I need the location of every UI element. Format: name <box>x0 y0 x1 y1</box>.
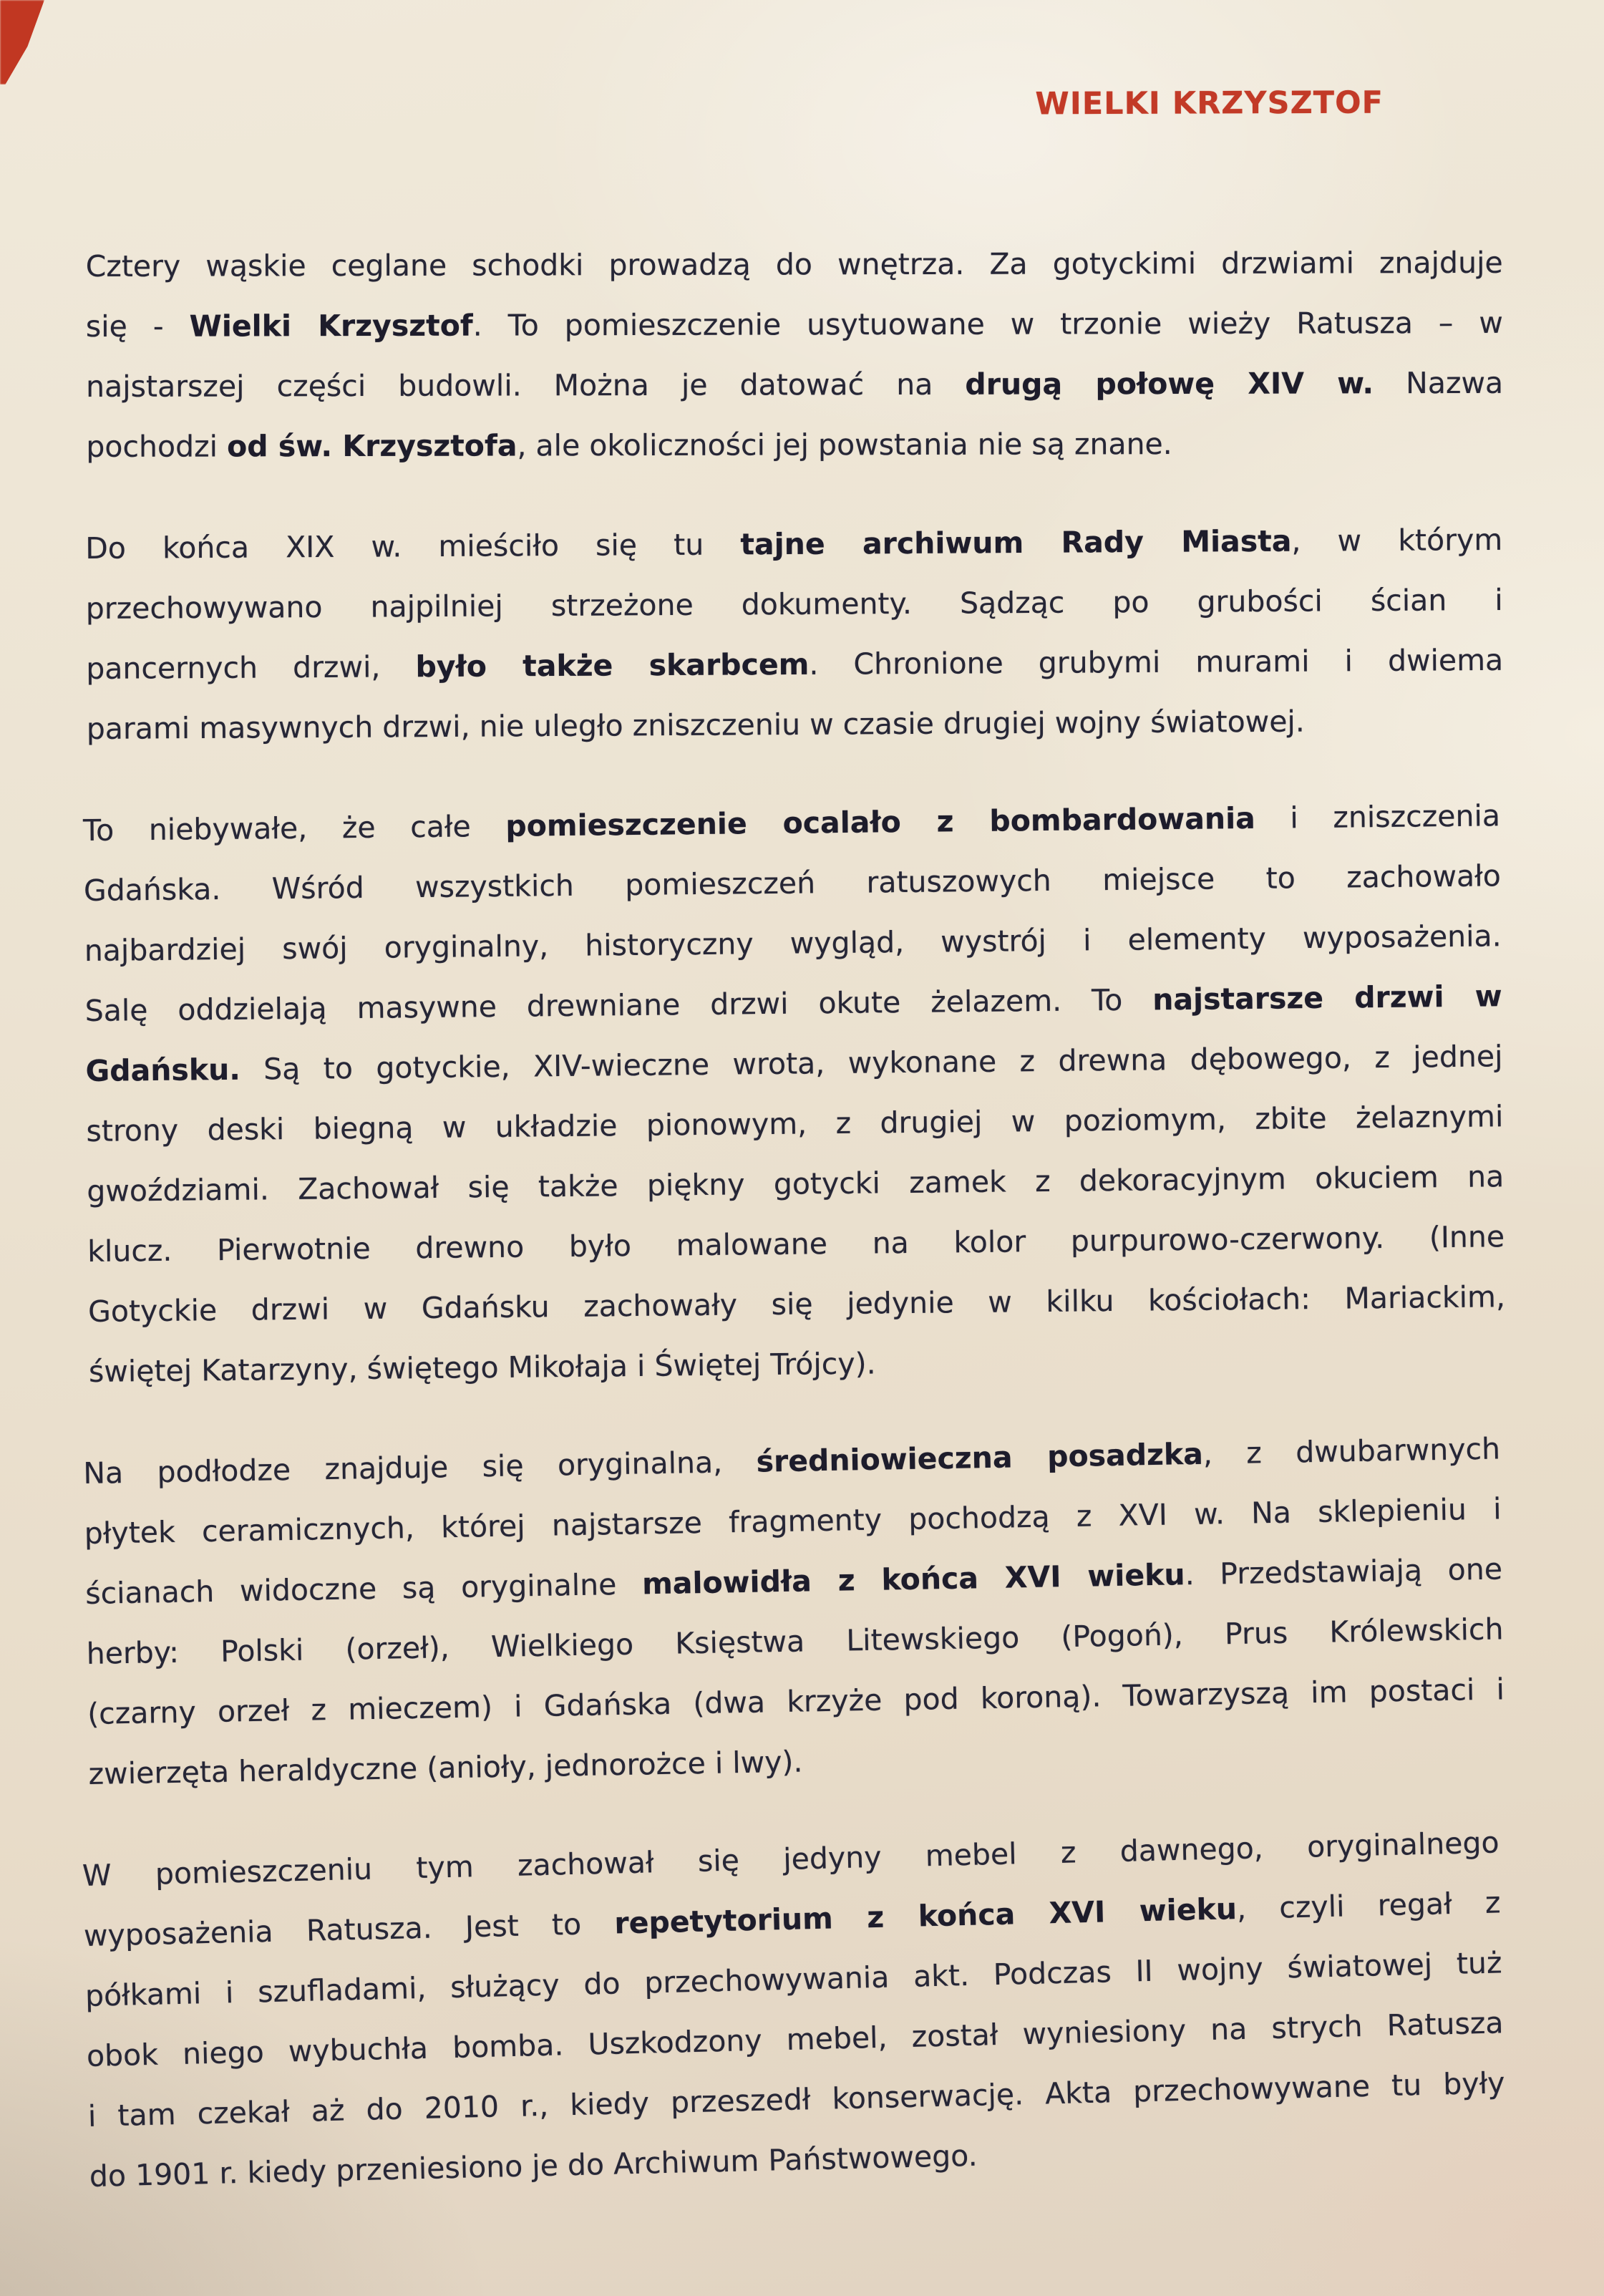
text-run: strony deski biegną w układzie pionowym, z drugiej w poziomym, zbite żelaznymi <box>86 1099 1504 1148</box>
text-run: Gdańska. Wśród wszystkich pomieszczeń ratuszowych miejsce to zachowało <box>83 858 1502 909</box>
text-run: pochodzi <box>86 429 228 464</box>
text-line <box>86 630 1503 699</box>
text-run: gwoździami. Zachował się także piękny gotycki zamek z dekoracyjnym okuciem na <box>87 1159 1505 1208</box>
text-line <box>86 233 1503 296</box>
text-run: . To pomieszczenie usytuowane w trzonie wieży Ratusza – w <box>472 305 1503 343</box>
text-line <box>87 690 1504 759</box>
text-run: świętej Katarzyny, świętego Mikołaja i Świętej Trójcy). <box>88 1346 876 1389</box>
bold-text-run: było także skarbcem <box>415 646 810 684</box>
text-run: , czyli regał z <box>1236 1885 1502 1927</box>
paragraph <box>86 233 1504 477</box>
bold-text-run: pomieszczenie ocalało z bombardowania <box>505 800 1256 843</box>
text-run: do 1901 r. kiedy przeniesiono je do Archiwum Państwowego. <box>89 2138 978 2194</box>
text-run: herby: Polski (orzeł), Wielkiego Księstwa Litewskiego (Pogoń), Prus Królewskich <box>86 1612 1504 1671</box>
text-run: . Przedstawiają one <box>1185 1551 1503 1592</box>
text-run: ścianach widoczne są oryginalne <box>84 1566 643 1612</box>
text-line <box>86 353 1503 417</box>
text-run: Na podłodze znajduje się oryginalna, <box>82 1444 757 1491</box>
paragraph <box>83 1418 1506 1803</box>
bold-text-run: drugą połowę XIV w. <box>965 366 1374 402</box>
bold-text-run: tajne archiwum Rady Miasta <box>740 523 1292 562</box>
bold-text-run: średniowieczna posadzka <box>756 1436 1204 1479</box>
text-run: półkami i szufladami, służący do przechowywania akt. Podczas II wojny światowej tuż <box>84 1945 1503 2014</box>
text-run: Nazwa <box>1373 365 1504 401</box>
text-run: , w którym <box>1291 522 1503 558</box>
text-run: pancernych drzwi, <box>86 649 416 686</box>
text-run: W pomieszczeniu tym zachował się jedyny mebel z dawnego, oryginalnego <box>82 1825 1500 1894</box>
title-row <box>0 85 1384 126</box>
text-run: zwierzęta heraldyczne (anioły, jednorożce i lwy). <box>88 1744 803 1791</box>
text-run: Gotyckie drzwi w Gdańsku zachowały się jedynie w kilku kościołach: Mariackim, <box>87 1279 1506 1329</box>
document-body <box>82 236 1506 2207</box>
bold-text-run: Gdańsku. <box>85 1052 241 1089</box>
text-run: płytek ceramicznych, której najstarsze fragmenty pochodzą z XVI w. Na sklepieniu i <box>84 1491 1502 1551</box>
text-run: przechowywano najpilniej strzeżone dokumenty. Sądząc po grubości ścian i <box>85 582 1503 626</box>
bold-text-run: repetytorium z końca XVI wieku <box>613 1891 1238 1941</box>
text-line <box>85 510 1502 578</box>
text-run: najstarszej części budowli. Można je datować na <box>86 367 966 404</box>
text-run: się - <box>85 309 190 344</box>
text-run: , z dwubarwnych <box>1202 1431 1501 1471</box>
text-run: wyposażenia Ratusza. Jest to <box>83 1906 616 1954</box>
text-line <box>86 293 1503 357</box>
text-run: Salę oddzielają masywne drewniane drzwi okute żelazem. To <box>84 982 1153 1029</box>
paragraph <box>82 1812 1507 2207</box>
text-run: Do końca XIX w. mieściło się tu <box>85 527 741 566</box>
text-run: i tam czekał aż do 2010 r., kiedy przeszedł konserwację. Akta przechowywane tu były <box>87 2065 1505 2133</box>
paragraph <box>83 785 1507 1402</box>
bold-text-run: malowidła z końca XVI wieku <box>641 1557 1185 1602</box>
text-run: Cztery wąskie ceglane schodki prowadzą do wnętrza. Za gotyckimi drzwiami znajduje <box>85 245 1503 284</box>
text-run: klucz. Pierwotnie drewno było malowane na kolor purpurowo-czerwony. (Inne <box>87 1219 1505 1269</box>
text-line <box>86 413 1503 477</box>
text-run: najbardziej swój oryginalny, historyczny wygląd, wystrój i elementy wyposażenia. <box>84 919 1502 969</box>
bold-text-run: od św. Krzysztofa <box>226 428 517 464</box>
text-line <box>85 570 1502 639</box>
paragraph <box>85 510 1504 759</box>
bold-text-run: najstarsze drzwi w <box>1152 979 1502 1017</box>
text-run: Są to gotyckie, XIV-wieczne wrota, wykonane z drewna dębowego, z jednej <box>240 1039 1503 1087</box>
text-run: obok niego wybuchła bomba. Uszkodzony mebel, został wyniesiony na strych Ratusza <box>86 2005 1505 2073</box>
text-run: i zniszczenia <box>1255 798 1501 835</box>
bold-text-run: Wielki Krzysztof <box>189 308 473 344</box>
red-paper-corner <box>0 0 44 84</box>
text-run: , ale okoliczności jej powstania nie są znane. <box>517 427 1172 463</box>
page-title: WIELKI KRZYSZTOF <box>1035 84 1384 122</box>
text-run: parami masywnych drzwi, nie uległo zniszczeniu w czasie drugiej wojny światowej. <box>86 704 1306 746</box>
text-run: . Chronione grubymi murami i dwiema <box>809 642 1504 682</box>
text-run: To niebywałe, że całe <box>82 808 506 848</box>
text-run: (czarny orzeł z mieczem) i Gdańska (dwa krzyże pod koroną). Towarzyszą im postaci i <box>87 1672 1505 1731</box>
